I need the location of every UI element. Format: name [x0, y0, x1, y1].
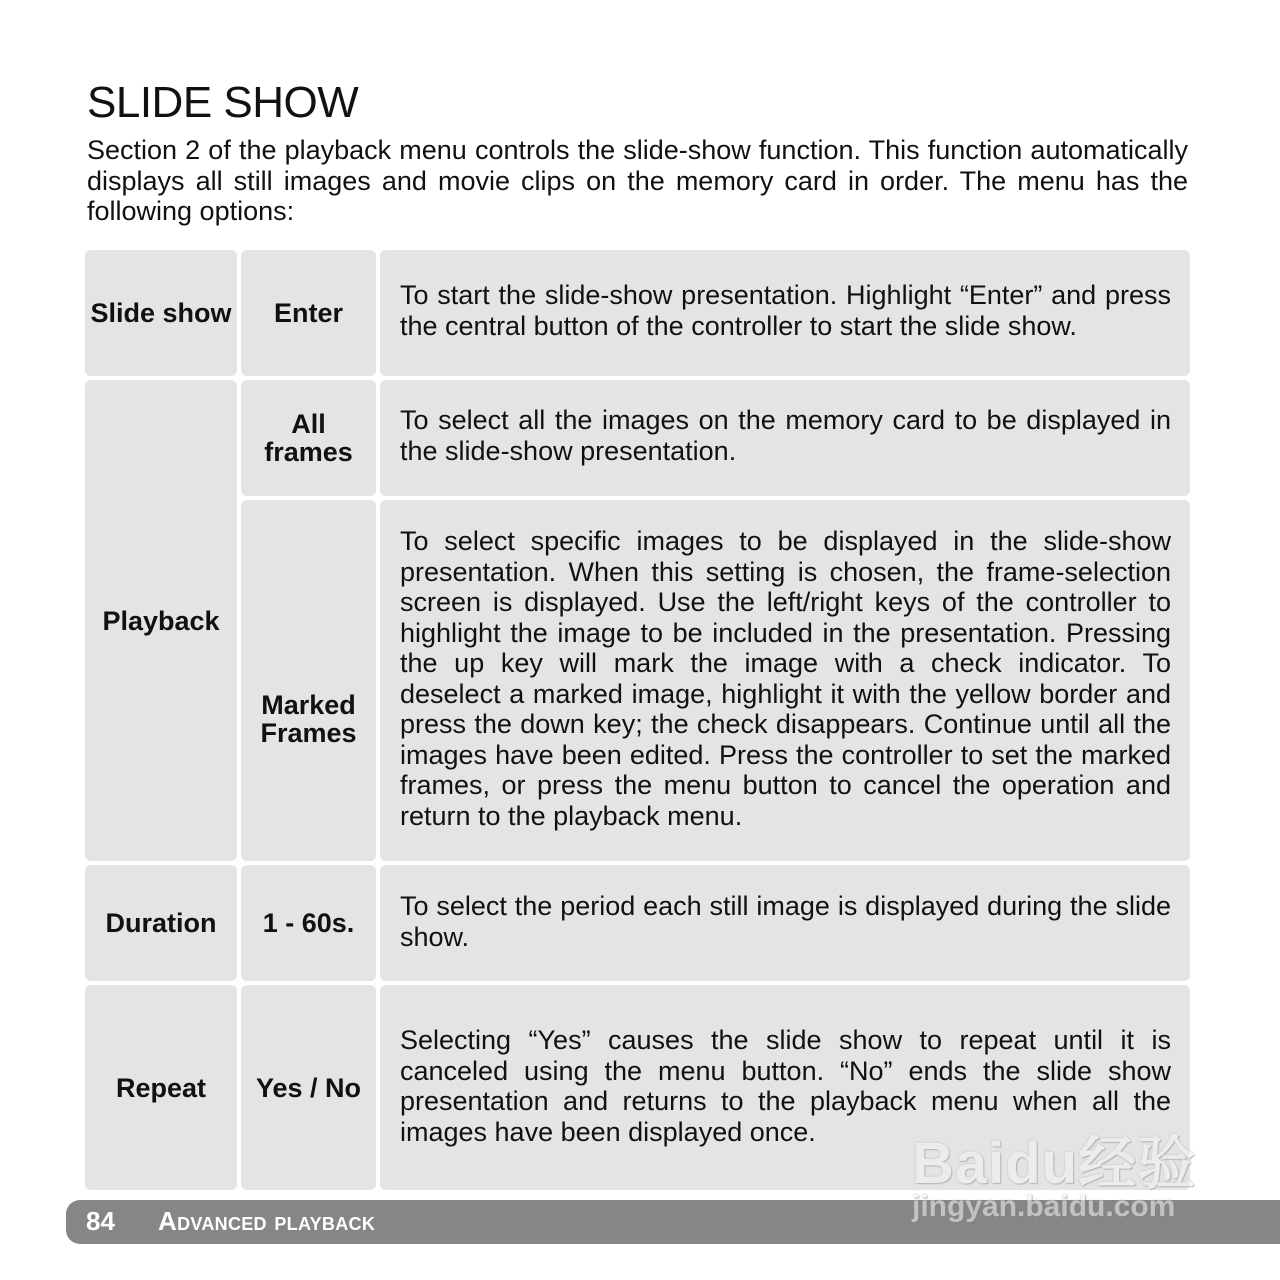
option-cell-playback	[85, 380, 237, 861]
intro-paragraph: Section 2 of the playback menu controls the slide-show function. This function automatically displays all still images and movie clips on the memory card in order. The menu has the following options:	[87, 135, 1188, 226]
option-label: Slide show	[90, 298, 232, 328]
description-cell-duration	[380, 865, 1190, 981]
option-cell-duration	[85, 865, 237, 981]
setting-label: Yes / No	[255, 1072, 362, 1103]
setting-cell-duration-range	[241, 865, 376, 981]
description-cell-marked-frames	[380, 500, 1190, 861]
option-cell-slide-show	[85, 250, 237, 376]
setting-label: All frames	[264, 409, 353, 467]
setting-cell-enter	[241, 250, 376, 376]
description-cell-slide-show	[380, 250, 1190, 376]
section-name: Advanced playback	[158, 1206, 376, 1236]
setting-cell-all-frames	[241, 380, 376, 496]
setting-cell-marked-frames	[241, 500, 376, 861]
description-text: To select all the images on the memory card to be displayed in the slide-show presentation.	[400, 405, 1171, 466]
description-text: To select specific images to be displayed in the slide-show presentation. When this setting is chosen, the frame-selection screen is displayed. Use the left/right keys of the controller to highlight the image to be included in the presentation. Pressing the up key will mark the image with a check indicator. To deselect a marked image, highlight it with the yellow border and press the down key; the check disappears. Continue until all the images have been edited. Press the controller to set the marked frames, or press the menu button to cancel the operation and return to the playback menu.	[400, 526, 1171, 831]
option-label: Playback	[102, 605, 220, 636]
watermark-url: jingyan.baidu.com	[912, 1190, 1176, 1223]
page-number: 84	[86, 1206, 115, 1236]
description-text: Selecting “Yes” causes the slide show to repeat until it is canceled using the menu button. “No” ends the slide show presentation and returns to the playback menu when all the images have been displayed once.	[400, 1025, 1171, 1147]
description-cell-all-frames	[380, 380, 1190, 496]
setting-label: Enter	[273, 298, 344, 328]
description-text: To start the slide-show presentation. Highlight “Enter” and press the central button of the controller to start the slide show.	[400, 280, 1171, 341]
description-text: To select the period each still image is displayed during the slide show.	[400, 891, 1171, 952]
setting-label: Marked Frames	[260, 689, 357, 748]
watermark-brand: Baidu经验	[912, 1131, 1197, 1196]
watermark	[912, 1108, 1212, 1228]
option-label: Repeat	[115, 1072, 207, 1103]
setting-cell-yes-no	[241, 985, 376, 1190]
setting-label: 1 - 60s.	[262, 908, 355, 938]
option-label: Duration	[105, 908, 217, 938]
page-title: SLIDE SHOW	[87, 78, 359, 127]
option-cell-repeat	[85, 985, 237, 1190]
